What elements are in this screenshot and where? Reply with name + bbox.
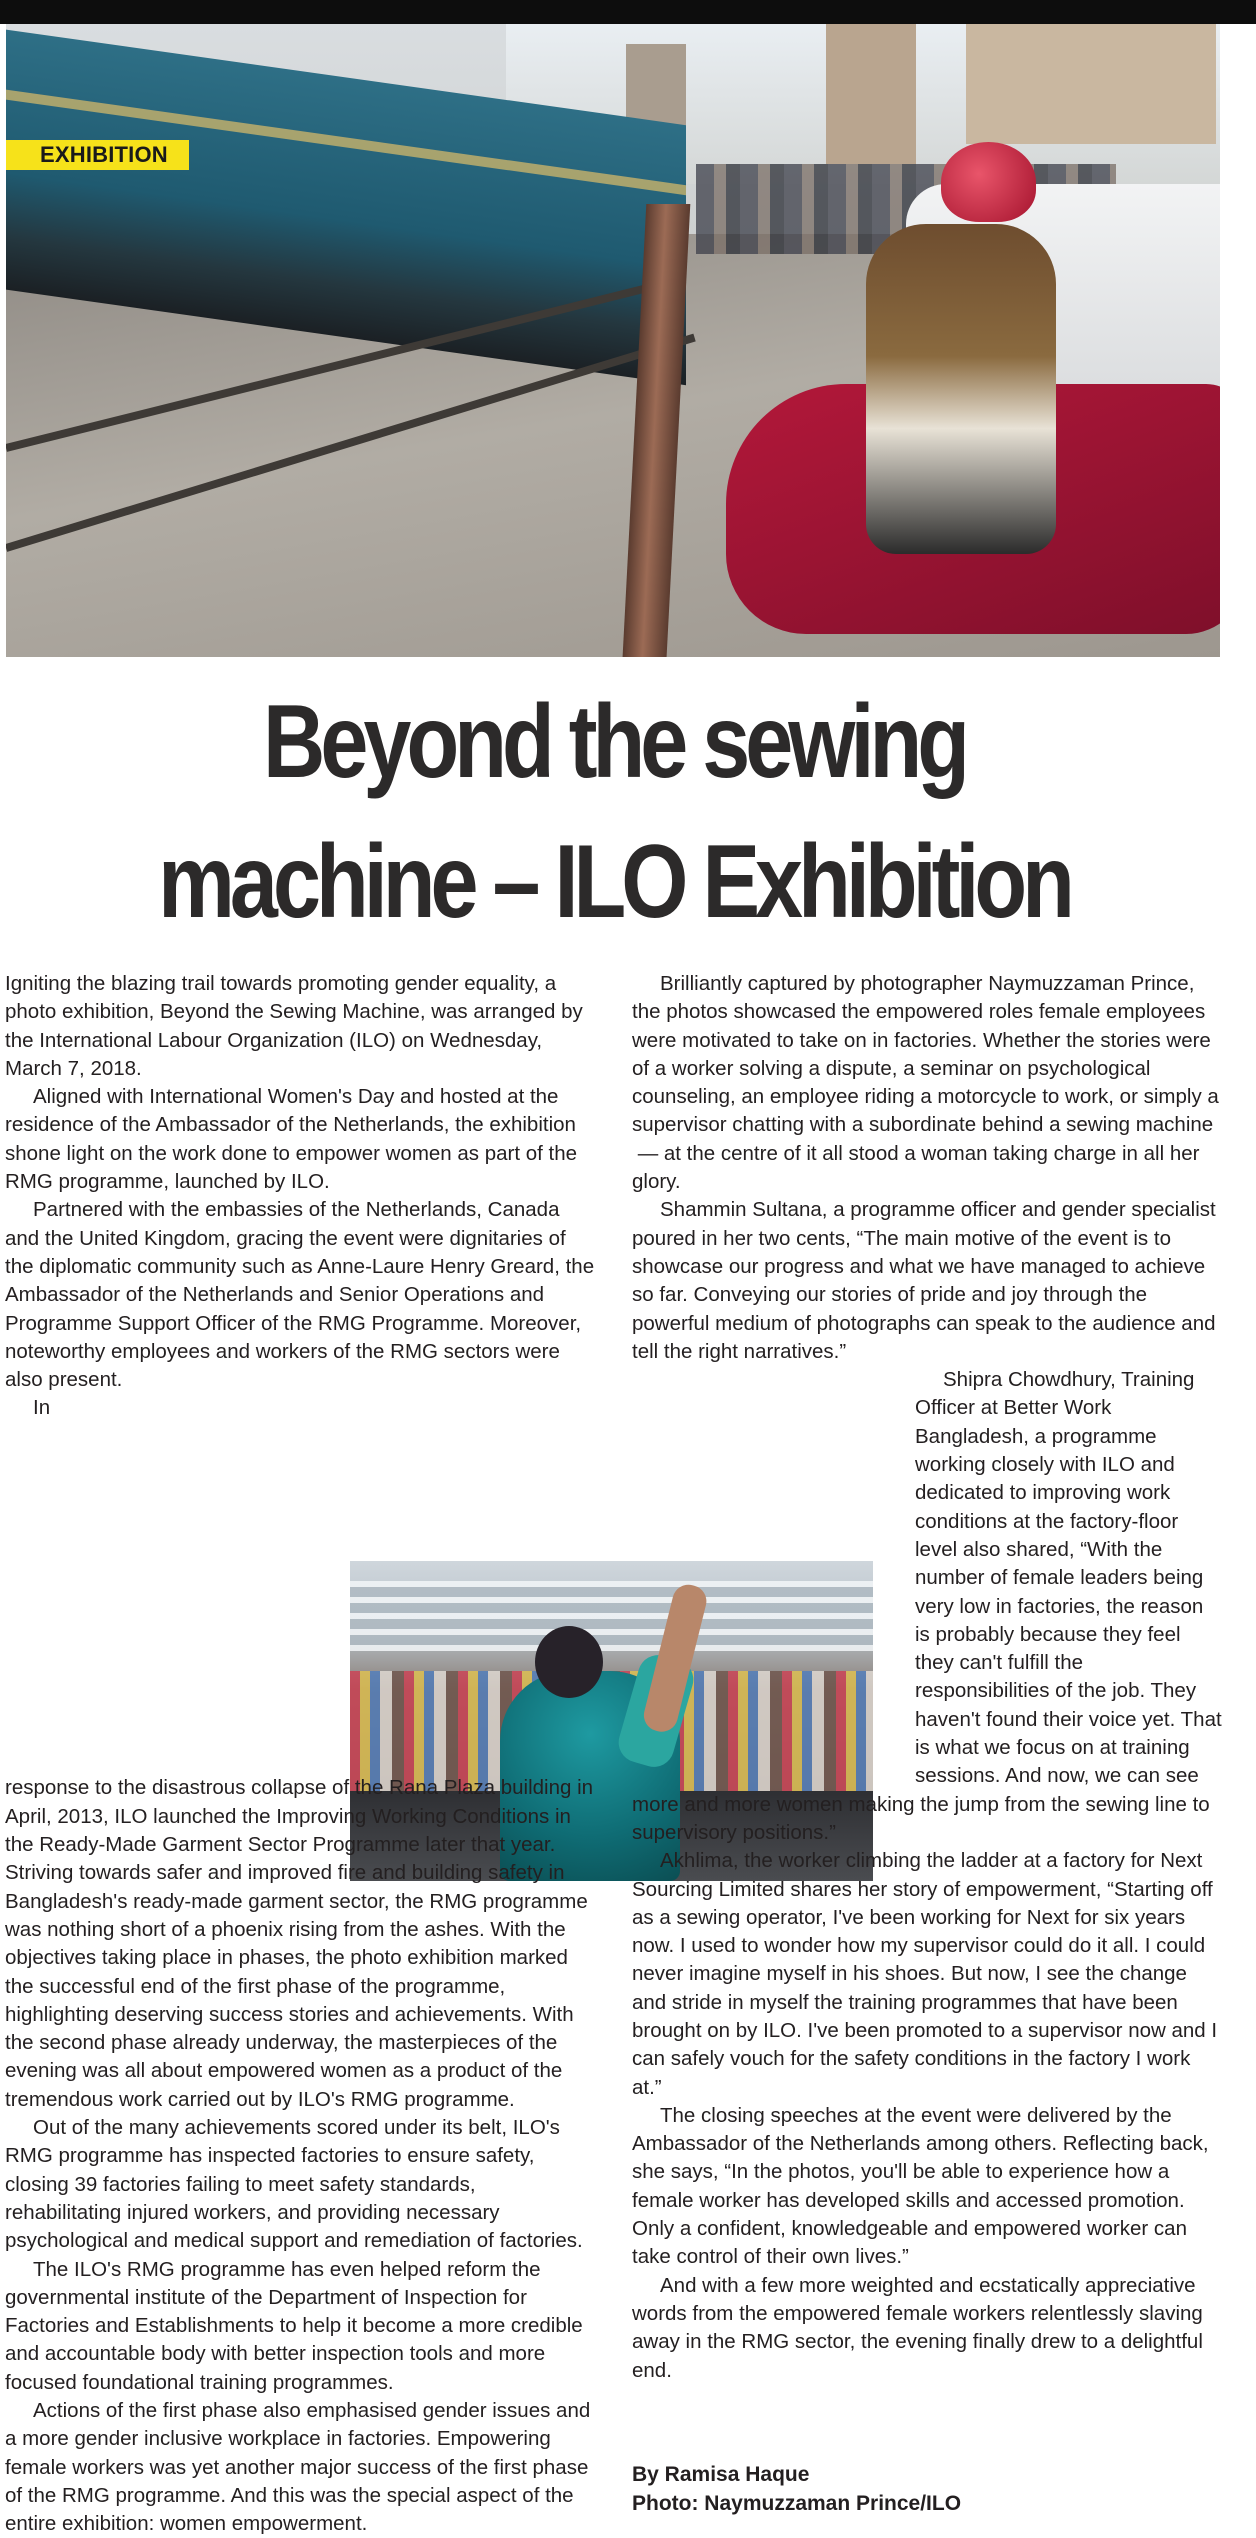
article-paragraph: In response to the disastrous collapse of the Rana Plaza building in April, 2013, ILO launched the Improving Working Conditions in the Ready-Made Garment Sector Programme later that year. Striving towards safer and improved fire and building safety in Bangladesh's ready-made garment sector, the RMG programme was nothing short of a phoenix rising from the ashes. With the objectives taking place in phases, the photo exhibition marked the successful end of the first phase of the programme, highlighting deserving success stories and achievements. With the second phase already underway, the masterpieces of the evening was all about empowered women as a product of the tremendous work carried out by ILO's RMG programme.	[5, 1396, 594, 2111]
article-paragraph: Partnered with the embassies of the Netherlands, Canada and the United Kingdom, gracing the event were dignitaries of the diplomatic community such as Anne-Laure Henry Greard, the Ambassador of the Netherlands and Senior Operations and Programme Support Officer of the RMG Programme. Moreover, noteworthy employees and workers of the RMG sectors were also present.	[5, 1198, 595, 1392]
article-paragraph: And with a few more weighted and ecstatically appreciative words from the empowered female workers relentlessly slaving away in the RMG sector, the evening finally drew to a delightful end.	[632, 2273, 1203, 2382]
figure-text-wrap-spacer	[632, 1450, 915, 1774]
section-tag: EXHIBITION	[6, 140, 189, 170]
article-paragraph: Shammin Sultana, a programme officer and gender specialist poured in her two cents, “The main motive of the event is to showcase our progress and what we have managed to achieve so far. Conveying our stories of pride and joy through the powerful medium of photographs can speak to the audience and tell the right narratives.”	[632, 1198, 1216, 1363]
byline-author: By Ramisa Haque	[632, 2463, 810, 2486]
article-paragraph: The closing speeches at the event were delivered by the Ambassador of the Netherlands among others. Reflecting back, she says, “In the photos, you'll be able to experience how a female worker has developed skills and accessed promotion. Only a confident, knowledgeable and empowered worker can take control of their own lives.”	[632, 2103, 1209, 2269]
headline	[104, 672, 1123, 952]
article-left-column	[5, 970, 597, 2538]
top-black-bar	[0, 0, 1256, 24]
article-paragraph: The ILO's RMG programme has even helped reform the governmental institute of the Department of Inspection for Factories and Establishments to help it become a more credible and accountable body with better inspection tools and more focused foundational training programmes.	[5, 2257, 583, 2394]
article-paragraph: Brilliantly captured by photographer Naymuzzaman Prince, the photos showcased the empowered roles female employees were motivated to take on in factories. Whether the stories were of a worker solving a dispute, a seminar on psychological counseling, an employee riding a motorcycle to work, or simply a supervisor chatting with a subordinate behind a sewing machine — at the centre of it all stood a woman taking charge in all her glory.	[632, 972, 1219, 1194]
byline	[632, 2460, 1192, 2518]
article-paragraph: Akhlima, the worker climbing the ladder at a factory for Next Sourcing Limited shares her story of empowerment, “Starting off as a sewing operator, I've been working for Next for six years now. I used to wonder how my supervisor could do it all. I could never imagine myself in his shoes. But now, I see the change and stride in myself the training programmes that have been brought on by ILO. I've been promoted to a supervisor now and I can safely vouch for the safety conditions in the factory I work at.”	[632, 1849, 1218, 2099]
article-right-column	[632, 970, 1222, 2385]
hero-photo-woman-on-scooter	[6, 24, 1220, 657]
photo-building	[966, 24, 1216, 144]
article-paragraph: Aligned with International Women's Day and hosted at the residence of the Ambassador of the Netherlands, the exhibition shone light on the work done to empower women as part of the RMG programme, launched by ILO.	[5, 1085, 578, 1194]
article-paragraph: Igniting the blazing trail towards promoting gender equality, a photo exhibition, Beyond the Sewing Machine, was arranged by the International Labour Organization (ILO) on Wednesday, March 7, 2018.	[5, 972, 583, 1080]
article-paragraph: Actions of the first phase also emphasised gender issues and a more gender inclusive workplace in factories. Empowering female workers was yet another major success of the first phase of the RMG programme. And this was the special aspect of the entire exhibition: women empowerment.	[5, 2398, 591, 2536]
figure-text-wrap-spacer	[75, 1450, 597, 1774]
photo-building	[826, 24, 916, 164]
article-paragraph: Out of the many achievements scored under its belt, ILO's RMG programme has inspected factories to ensure safety, closing 39 factories failing to meet safety standards, rehabilitating injured workers, and providing necessary psychological and medical support and remediation of factories.	[5, 2116, 583, 2253]
photo-rider	[866, 224, 1056, 554]
article-paragraph: Shipra Chowdhury, Training Officer at Better Work Bangladesh, a programme working closely with ILO and dedicated to improving work conditions at the factory-floor level also shared, “With the number of female leaders being very low in factories, the reason is probably because they feel they can't fulfill the responsibilities of the job. They haven't found their voice yet. That is what we focus on at training sessions. And now, we can see more and more women making the jump from the sewing line to supervisory positions.”	[632, 1368, 1222, 1844]
photo-helmet	[941, 142, 1036, 222]
byline-photo-credit: Photo: Naymuzzaman Prince/ILO	[632, 2492, 962, 2515]
headline-line-2: machine – ILO Exhibition	[158, 824, 1070, 940]
headline-line-1: Beyond the sewing	[263, 684, 965, 800]
